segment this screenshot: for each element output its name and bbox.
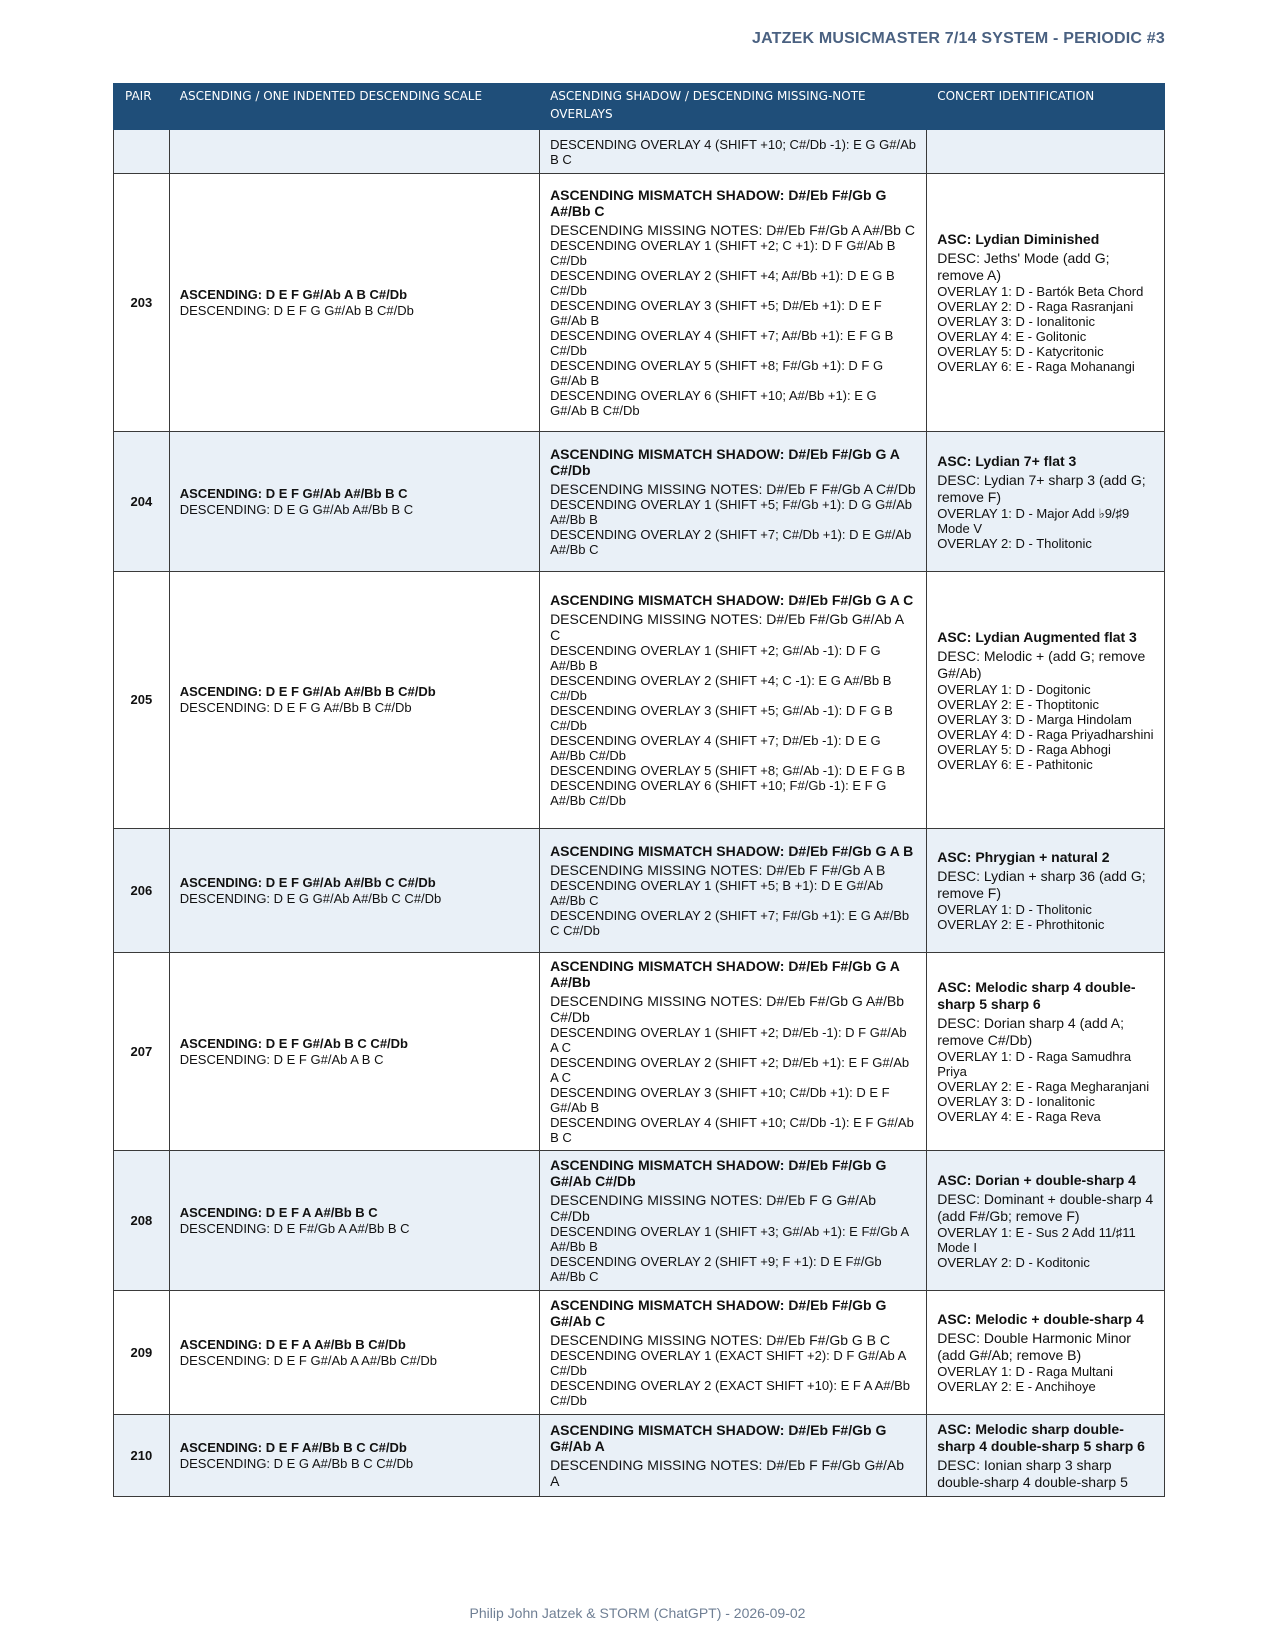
overlay-identification: OVERLAY 4: E - Raga Reva [937,1109,1101,1124]
overlay-line: DESCENDING OVERLAY 4 (SHIFT +10; C#/Db -1): E F G#/Ab B C [550,1115,914,1145]
ascending-scale: ASCENDING: D E F G#/Ab A#/Bb B C [179,485,408,501]
overlay-line: DESCENDING OVERLAY 2 (SHIFT +7; C#/Db +1): D E G#/Ab A#/Bb C [550,527,912,557]
table-row [114,829,1165,953]
column-header-overlays: ASCENDING SHADOW / DESCENDING MISSING-NOTE OVERLAYS [540,84,927,130]
overlay-line: DESCENDING OVERLAY 6 (SHIFT +10; A#/Bb +1): E G G#/Ab B C#/Db [550,388,877,418]
overlay-line: DESCENDING OVERLAY 2 (SHIFT +7; F#/Gb +1): E G A#/Bb C C#/Db [550,908,910,938]
mismatch-shadow: ASCENDING MISMATCH SHADOW: D#/Eb F#/Gb G G#/Ab A [550,1422,887,1454]
column-header-scale: ASCENDING / ONE INDENTED DESCENDING SCALE [169,84,539,130]
scale-cell [169,1291,539,1415]
pair-cell: 205 [114,572,170,829]
scale-cell [169,1415,539,1497]
overlay-line: DESCENDING OVERLAY 4 (SHIFT +7; A#/Bb +1): E F G B C#/Db [550,328,894,358]
scale-cell [169,174,539,432]
overlay-line: DESCENDING OVERLAY 1 (SHIFT +3; G#/Ab +1): E F#/Gb A A#/Bb B [550,1224,909,1254]
overlay-line: DESCENDING OVERLAY 1 (SHIFT +2; G#/Ab -1): D F G A#/Bb B [550,643,881,673]
ascending-identification: ASC: Lydian Diminished [937,231,1100,247]
mismatch-shadow: ASCENDING MISMATCH SHADOW: D#/Eb F#/Gb G A C [550,592,914,608]
overlay-cell [540,174,927,432]
overlay-line: DESCENDING OVERLAY 1 (SHIFT +5; B +1): D E G#/Ab A#/Bb C [550,878,884,908]
ascending-scale: ASCENDING: D E F G#/Ab A#/Bb C C#/Db [179,874,436,890]
mismatch-shadow: ASCENDING MISMATCH SHADOW: D#/Eb F#/Gb G A A#/Bb [550,958,900,990]
missing-notes: DESCENDING MISSING NOTES: D#/Eb F#/Gb G#/Ab A C [550,611,904,643]
concert-cell [927,1415,1165,1497]
ascending-identification: ASC: Dorian + double-sharp 4 [937,1171,1136,1188]
ascending-scale: ASCENDING: D E F G#/Ab A B C#/Db [179,286,408,302]
overlay-cell [540,1291,927,1415]
ascending-identification: ASC: Melodic + double-sharp 4 [937,1311,1144,1327]
concert-cell [927,572,1165,829]
overlay-cell [540,432,927,572]
concert-cell [927,432,1165,572]
descending-scale: DESCENDING: D E F G G#/Ab B C#/Db [179,302,414,318]
overlay-identification: OVERLAY 1: D - Tholitonic [937,902,1092,917]
overlay-line: DESCENDING OVERLAY 2 (SHIFT +4; C -1): E G A#/Bb B C#/Db [550,673,892,703]
overlay-cell [540,130,927,174]
descending-scale: DESCENDING: D E G G#/Ab A#/Bb C C#/Db [179,890,442,906]
descending-scale: DESCENDING: D E F G#/Ab A B C [179,1051,384,1067]
pair-cell: 206 [114,829,170,953]
overlay-cell [540,572,927,829]
descending-identification: DESC: Dorian sharp 4 (add A; remove C#/Db) [937,1015,1124,1048]
table-row [114,1291,1165,1415]
ascending-scale: ASCENDING: D E F G#/Ab B C C#/Db [179,1035,408,1051]
pair-cell: 204 [114,432,170,572]
overlay-line: DESCENDING OVERLAY 1 (SHIFT +5; F#/Gb +1): D G G#/Ab A#/Bb B [550,497,913,527]
overlay-identification: OVERLAY 5: D - Katycritonic [937,344,1104,359]
overlay-line: DESCENDING OVERLAY 2 (SHIFT +2; D#/Eb +1): E F G#/Ab A C [550,1055,910,1085]
pair-cell: 210 [114,1415,170,1497]
column-header-pair: PAIR [114,84,170,130]
overlay-line: DESCENDING OVERLAY 3 (SHIFT +10; C#/Db +1): D E F G#/Ab B [550,1085,890,1115]
overlay-line: DESCENDING OVERLAY 1 (EXACT SHIFT +2): D F G#/Ab A C#/Db [550,1348,906,1378]
descending-scale: DESCENDING: D E F G A#/Bb B C#/Db [179,700,412,715]
overlay-line: DESCENDING OVERLAY 2 (SHIFT +4; A#/Bb +1): D E G B C#/Db [550,268,895,298]
scale-cell [169,953,539,1151]
overlay-identification: OVERLAY 2: D - Koditonic [937,1254,1090,1270]
pair-cell: 207 [114,953,170,1151]
descending-identification: DESC: Lydian + sharp 36 (add G; remove F) [937,868,1146,901]
overlay-identification: OVERLAY 2: E - Anchihoye [937,1379,1096,1394]
overlay-identification: OVERLAY 1: D - Dogitonic [937,681,1091,697]
missing-notes: DESCENDING MISSING NOTES: D#/Eb F F#/Gb G#/Ab A [550,1457,905,1489]
overlay-line: DESCENDING OVERLAY 1 (SHIFT +2; D#/Eb -1): D F G#/Ab A C [550,1025,907,1055]
overlay-identification: OVERLAY 3: D - Marga Hindolam [937,711,1132,727]
scale-cell [169,829,539,953]
descending-identification: DESC: Dominant + double-sharp 4 (add F#/Gb; remove F) [937,1190,1154,1224]
missing-notes: DESCENDING MISSING NOTES: D#/Eb F#/Gb A A#/Bb C [550,222,915,238]
overlay-identification: OVERLAY 2: D - Tholitonic [937,535,1092,551]
overlay-identification: OVERLAY 1: D - Raga Samudhra Priya [937,1049,1132,1079]
overlay-cell [540,1151,927,1291]
pair-cell [114,130,170,174]
scale-table [113,83,1165,1497]
missing-notes: DESCENDING MISSING NOTES: D#/Eb F G G#/Ab C#/Db [550,1192,877,1224]
pair-cell: 208 [114,1151,170,1291]
missing-notes: DESCENDING MISSING NOTES: D#/Eb F F#/Gb A B [550,862,886,878]
overlay-identification: OVERLAY 6: E - Pathitonic [937,756,1093,772]
overlay-line: DESCENDING OVERLAY 4 (SHIFT +7; D#/Eb -1): D E G A#/Bb C#/Db [550,733,881,763]
mismatch-shadow: ASCENDING MISMATCH SHADOW: D#/Eb F#/Gb G A#/Bb C [550,187,887,219]
overlay-line: DESCENDING OVERLAY 2 (EXACT SHIFT +10): E F A A#/Bb C#/Db [550,1378,910,1408]
descending-identification: DESC: Melodic + (add G; remove G#/Ab) [937,647,1146,681]
overlay-identification: OVERLAY 4: D - Raga Priyadharshini [937,726,1154,742]
overlay-line: DESCENDING OVERLAY 2 (SHIFT +9; F +1): D E F#/Gb A#/Bb C [550,1254,882,1284]
descending-identification: DESC: Lydian 7+ sharp 3 (add G; remove F) [937,471,1146,505]
scale-cell [169,432,539,572]
descending-scale: DESCENDING: D E F G#/Ab A A#/Bb C#/Db [179,1352,437,1368]
scale-cell [169,572,539,829]
overlay-cell [540,1415,927,1497]
descending-scale: DESCENDING: D E G A#/Bb B C C#/Db [179,1455,414,1471]
concert-cell [927,953,1165,1151]
footer-credit: Philip John Jatzek & STORM (ChatGPT) - 2026-09-02 [469,1605,806,1621]
overlay-line: DESCENDING OVERLAY 5 (SHIFT +8; F#/Gb +1): D F G G#/Ab B [550,358,884,388]
column-header-concert-id: CONCERT IDENTIFICATION [927,84,1165,130]
descending-scale: DESCENDING: D E F#/Gb A A#/Bb B C [179,1220,410,1236]
ascending-identification: ASC: Melodic sharp 4 double-sharp 5 sharp 6 [937,979,1136,1012]
descending-identification: DESC: Double Harmonic Minor (add G#/Ab; remove B) [937,1330,1131,1363]
concert-cell [927,1151,1165,1291]
descending-identification: DESC: Ionian sharp 3 sharp double-sharp 4 double-sharp 5 [937,1456,1128,1490]
concert-cell [927,130,1165,174]
table-row [114,953,1165,1151]
descending-scale: DESCENDING: D E G G#/Ab A#/Bb B C [179,501,414,517]
ascending-scale: ASCENDING: D E F A#/Bb B C C#/Db [179,1439,407,1455]
overlay-identification: OVERLAY 4: E - Golitonic [937,329,1087,344]
descending-identification: DESC: Jeths' Mode (add G; remove A) [937,250,1110,283]
overlay-identification: OVERLAY 2: D - Raga Rasranjani [937,299,1134,314]
ascending-identification: ASC: Phrygian + natural 2 [937,849,1110,865]
ascending-identification: ASC: Melodic sharp double-sharp 4 double-sharp 5 sharp 6 [937,1420,1145,1454]
overlay-identification: OVERLAY 3: D - Ionalitonic [937,1094,1095,1109]
concert-cell [927,1291,1165,1415]
overlay-line: DESCENDING OVERLAY 1 (SHIFT +2; C +1): D F G#/Ab B C#/Db [550,238,896,268]
overlay-identification: OVERLAY 2: E - Thoptitonic [937,696,1100,712]
pair-cell: 209 [114,1291,170,1415]
mismatch-shadow: ASCENDING MISMATCH SHADOW: D#/Eb F#/Gb G A C#/Db [550,446,900,478]
overlay-identification: OVERLAY 1: D - Bartók Beta Chord [937,284,1144,299]
mismatch-shadow: ASCENDING MISMATCH SHADOW: D#/Eb F#/Gb G A B [550,843,914,859]
table-row [114,1151,1165,1291]
overlay-cell [540,953,927,1151]
concert-cell [927,829,1165,953]
table-row [114,174,1165,432]
pair-cell: 203 [114,174,170,432]
overlay-identification: OVERLAY 2: E - Phrothitonic [937,917,1105,932]
overlay-identification: OVERLAY 6: E - Raga Mohanangi [937,359,1135,374]
missing-notes: DESCENDING MISSING NOTES: D#/Eb F#/Gb G A#/Bb C#/Db [550,993,905,1025]
scale-cell [169,1151,539,1291]
table-header-row [114,84,1165,130]
ascending-identification: ASC: Lydian 7+ flat 3 [937,452,1077,469]
table-row [114,1415,1165,1497]
concert-cell [927,174,1165,432]
overlay-cell [540,829,927,953]
overlay-line: DESCENDING OVERLAY 6 (SHIFT +10; F#/Gb -1): E F G A#/Bb C#/Db [550,778,887,808]
overlay-line: DESCENDING OVERLAY 3 (SHIFT +5; D#/Eb +1): D E F G#/Ab B [550,298,882,328]
overlay-line: DESCENDING OVERLAY 4 (SHIFT +10; C#/Db -1): E G G#/Ab B C [550,136,916,167]
missing-notes: DESCENDING MISSING NOTES: D#/Eb F#/Gb G B C [550,1332,891,1348]
mismatch-shadow: ASCENDING MISMATCH SHADOW: D#/Eb F#/Gb G G#/Ab C#/Db [550,1157,887,1189]
ascending-scale: ASCENDING: D E F A A#/Bb B C [179,1204,378,1220]
missing-notes: DESCENDING MISSING NOTES: D#/Eb F F#/Gb A C#/Db [550,481,916,497]
overlay-line: DESCENDING OVERLAY 3 (SHIFT +5; G#/Ab -1): D F G B C#/Db [550,703,893,733]
overlay-line: DESCENDING OVERLAY 5 (SHIFT +8; G#/Ab -1): D E F G B [550,763,906,778]
document-title: JATZEK MUSICMASTER 7/14 SYSTEM - PERIODIC #3 [751,30,1165,47]
overlay-identification: OVERLAY 5: D - Raga Abhogi [937,741,1111,757]
scale-cell [169,130,539,174]
ascending-identification: ASC: Lydian Augmented flat 3 [937,628,1137,645]
continuation-row [114,130,1165,174]
table-row [114,572,1165,829]
overlay-identification: OVERLAY 1: E - Sus 2 Add 11/♯11 Mode I [937,1224,1136,1255]
mismatch-shadow: ASCENDING MISMATCH SHADOW: D#/Eb F#/Gb G G#/Ab C [550,1297,887,1329]
table-row [114,432,1165,572]
overlay-identification: OVERLAY 2: E - Raga Megharanjani [937,1079,1150,1094]
ascending-scale: ASCENDING: D E F G#/Ab A#/Bb B C#/Db [179,684,436,699]
overlay-identification: OVERLAY 3: D - Ionalitonic [937,314,1095,329]
overlay-identification: OVERLAY 1: D - Raga Multani [937,1364,1114,1379]
overlay-identification: OVERLAY 1: D - Major Add ♭9/♯9 Mode V [937,505,1130,536]
ascending-scale: ASCENDING: D E F A A#/Bb B C#/Db [179,1336,406,1352]
